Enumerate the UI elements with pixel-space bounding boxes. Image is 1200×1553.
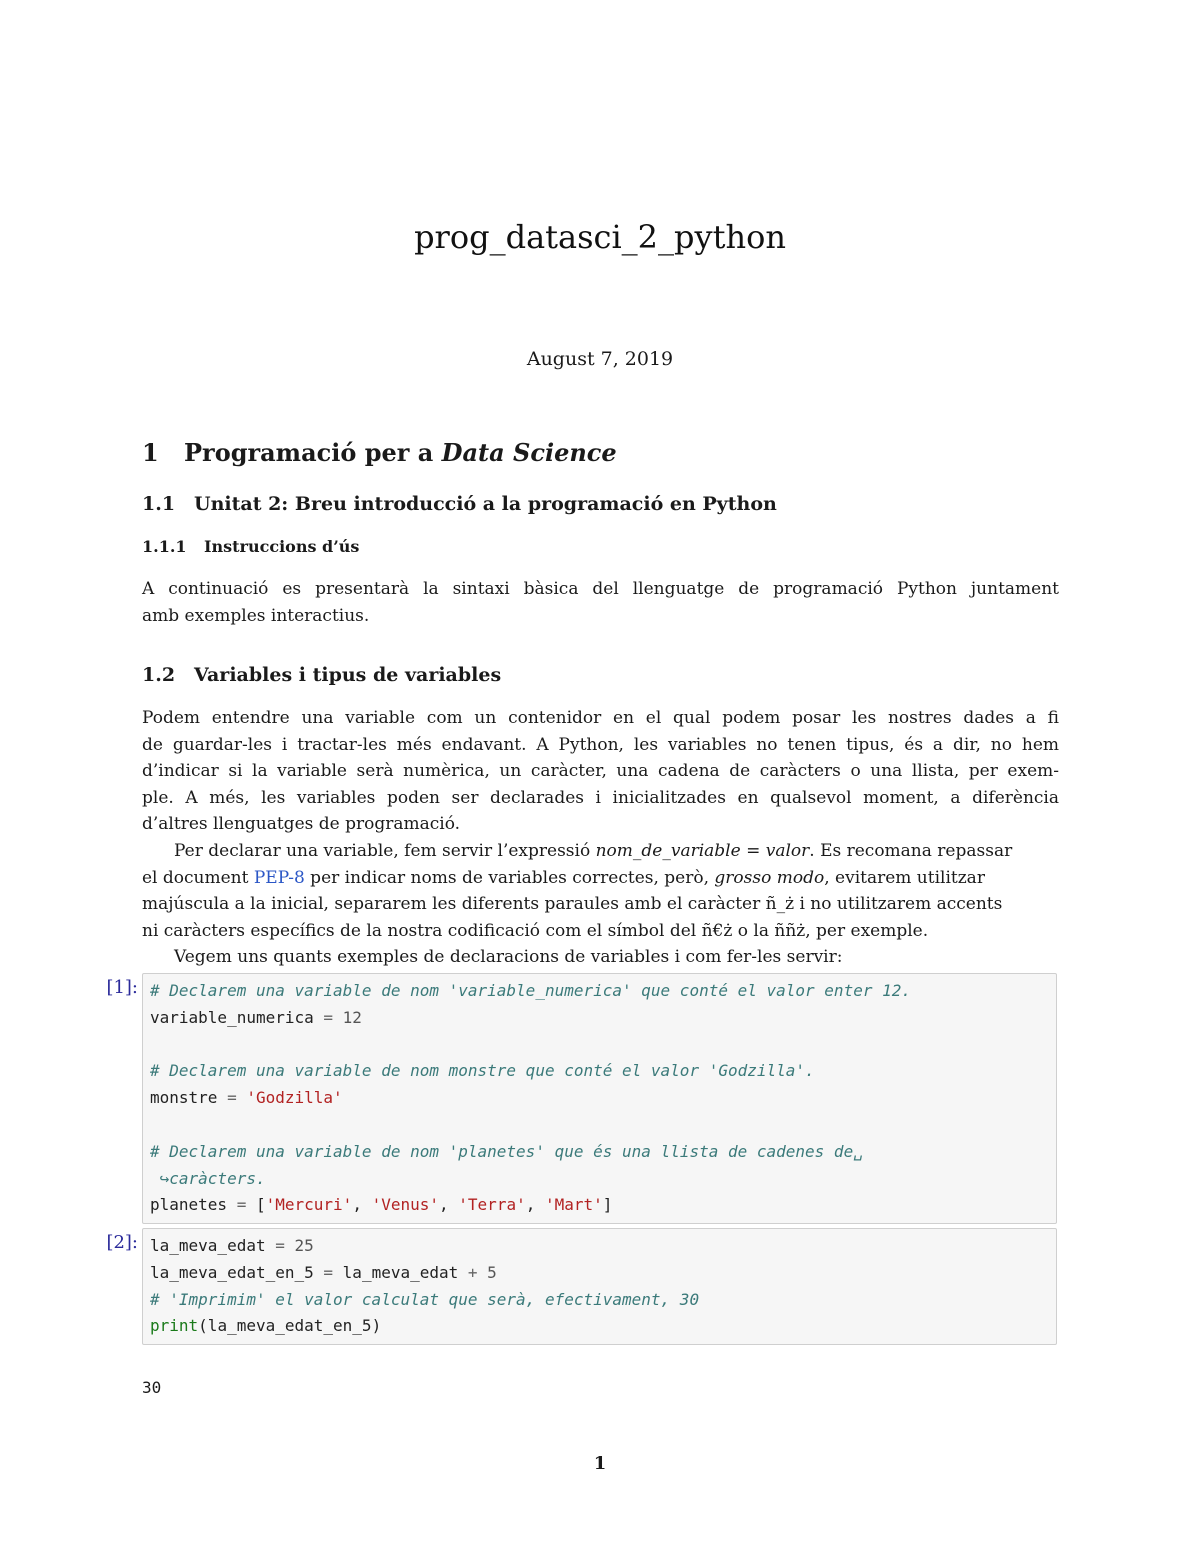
section-title-italic: Data Science: [441, 438, 617, 467]
section-title-text: Variables i tipus de variables: [194, 664, 502, 686]
section-number: 1.2: [142, 664, 176, 686]
code-string: 'Venus': [371, 1195, 440, 1215]
code-name: la_meva_edat: [150, 1236, 266, 1255]
cell-prompt: [1]:: [106, 977, 138, 998]
code-name: la_meva_edat: [342, 1262, 459, 1282]
code-name: planetes: [150, 1195, 228, 1215]
code-string: 'Mercuri': [265, 1195, 353, 1215]
code-line: [150, 1005, 1049, 1032]
code-comment: # Declarem una variable de nom 'variable_numerica' que conté el valor enter 12.: [150, 981, 911, 1000]
code-blank-line: [150, 1032, 1049, 1059]
code-separator: ,: [439, 1195, 459, 1215]
paragraph-line: A continuació es presentarà la sintaxi bàsica del llenguatge de programació Python juntament: [142, 579, 1059, 599]
paragraph-line: de guardar-les i tractar-les més endavant. A Python, les variables no tenen tipus, és a dir, no hem: [142, 734, 1059, 755]
code-operator: =: [265, 1236, 295, 1255]
section-title-text: Unitat 2: Breu introducció a la programació en Python: [194, 493, 777, 515]
paragraph-line: ni caràcters específics de la nostra codificació com el símbol del ñ€ż o la ññż, per exemple.: [142, 920, 929, 941]
code-comment: # Declarem una variable de nom monstre que conté el valor 'Godzilla'.: [150, 1061, 815, 1081]
code-operator: +: [458, 1262, 488, 1282]
code-name: variable_numerica: [150, 1007, 314, 1027]
section-number: 1: [142, 438, 159, 467]
code-operator: =: [217, 1088, 247, 1108]
code-name: monstre: [150, 1088, 218, 1108]
code-operator: =: [313, 1262, 343, 1282]
pep8-link[interactable]: PEP-8: [253, 867, 305, 888]
page-number: 1: [593, 1453, 607, 1474]
code-comment-continuation: ↪caràcters.: [150, 1168, 266, 1188]
code-separator: ,: [352, 1195, 372, 1215]
intro-paragraph: [142, 576, 1059, 629]
code-operator: =: [227, 1195, 256, 1215]
paragraph-line: majúscula a la inicial, separarem les diferents paraules amb el caràcter ñ_ż i no utilitzarem accents: [142, 894, 1003, 915]
code-string: 'Godzilla': [246, 1088, 343, 1108]
text-run: el document: [142, 867, 254, 888]
paragraph-line: d’altres llenguatges de programació.: [142, 814, 461, 835]
code-line: [150, 1233, 1049, 1260]
code-number: 5: [487, 1262, 497, 1282]
code-builtin: print: [150, 1316, 199, 1336]
document-title: prog_datasci_2_python: [414, 218, 786, 256]
cell-output: 30: [142, 1378, 162, 1397]
text-run: . Es recomana repassar: [809, 841, 1013, 861]
code-operator: =: [313, 1007, 343, 1027]
cell-prompt: [2]:: [106, 1232, 138, 1253]
section-number: 1.1.1: [142, 537, 187, 556]
paragraph-line: [142, 838, 1059, 865]
section-number: 1.1: [142, 493, 176, 515]
paragraph-line: ple. A més, les variables poden ser declarades i inicialitzades en qualsevol moment, a diferència: [142, 787, 1059, 808]
code-cell[interactable]: [142, 973, 1057, 1224]
code-bracket: [: [255, 1195, 266, 1215]
code-string: 'Terra': [458, 1195, 526, 1215]
expression-italic: nom_de_variable = valor: [595, 841, 810, 861]
paragraph-line: [142, 865, 1059, 892]
code-args: (la_meva_edat_en_5): [198, 1316, 382, 1336]
section-title-text: Instruccions d’ús: [204, 537, 360, 556]
code-number: 25: [294, 1236, 314, 1255]
section-heading-1-2: [142, 664, 501, 686]
grosso-modo-italic: grosso modo: [714, 867, 825, 888]
paragraph-line: Podem entendre una variable com un contenidor en el qual podem posar les nostres dades a fi: [142, 708, 1059, 728]
text-run: , evitarem utilitzar: [824, 867, 985, 888]
declare-paragraph: [142, 838, 1059, 971]
section-heading-1-1-1: [142, 537, 359, 556]
paragraph-line: Vegem uns quants exemples de declaracions de variables i com fer-les servir:: [174, 947, 843, 968]
code-separator: ,: [525, 1195, 545, 1215]
code-bracket: ]: [602, 1195, 613, 1215]
code-cell[interactable]: [142, 1228, 1057, 1345]
paragraph-line: d’indicar si la variable serà numèrica, un caràcter, una cadena de caràcters o una llista, per exem-: [142, 761, 1059, 782]
code-line: [150, 1260, 1049, 1287]
code-line: [150, 1085, 1049, 1112]
code-line: [150, 1313, 1049, 1340]
variables-paragraph: [142, 705, 1059, 838]
code-comment: # Declarem una variable de nom 'planetes' que és una llista de cadenes de␣: [150, 1141, 863, 1161]
code-comment: # 'Imprimim' el valor calculat que serà, efectivament, 30: [150, 1289, 700, 1309]
section-title-text: Programació per a: [184, 438, 442, 467]
document-date: August 7, 2019: [526, 348, 674, 370]
paragraph-line: amb exemples interactius.: [142, 605, 370, 626]
code-number: 12: [342, 1007, 362, 1027]
code-blank-line: [150, 1112, 1049, 1139]
text-run: Per declarar una variable, fem servir l’expressió: [174, 841, 596, 861]
section-heading-1: [142, 438, 617, 467]
text-run: per indicar noms de variables correctes, però,: [304, 867, 715, 888]
code-line: [150, 1192, 1049, 1219]
section-heading-1-1: [142, 493, 777, 515]
code-string: 'Mart': [544, 1195, 603, 1215]
code-name: la_meva_edat_en_5: [150, 1262, 314, 1282]
